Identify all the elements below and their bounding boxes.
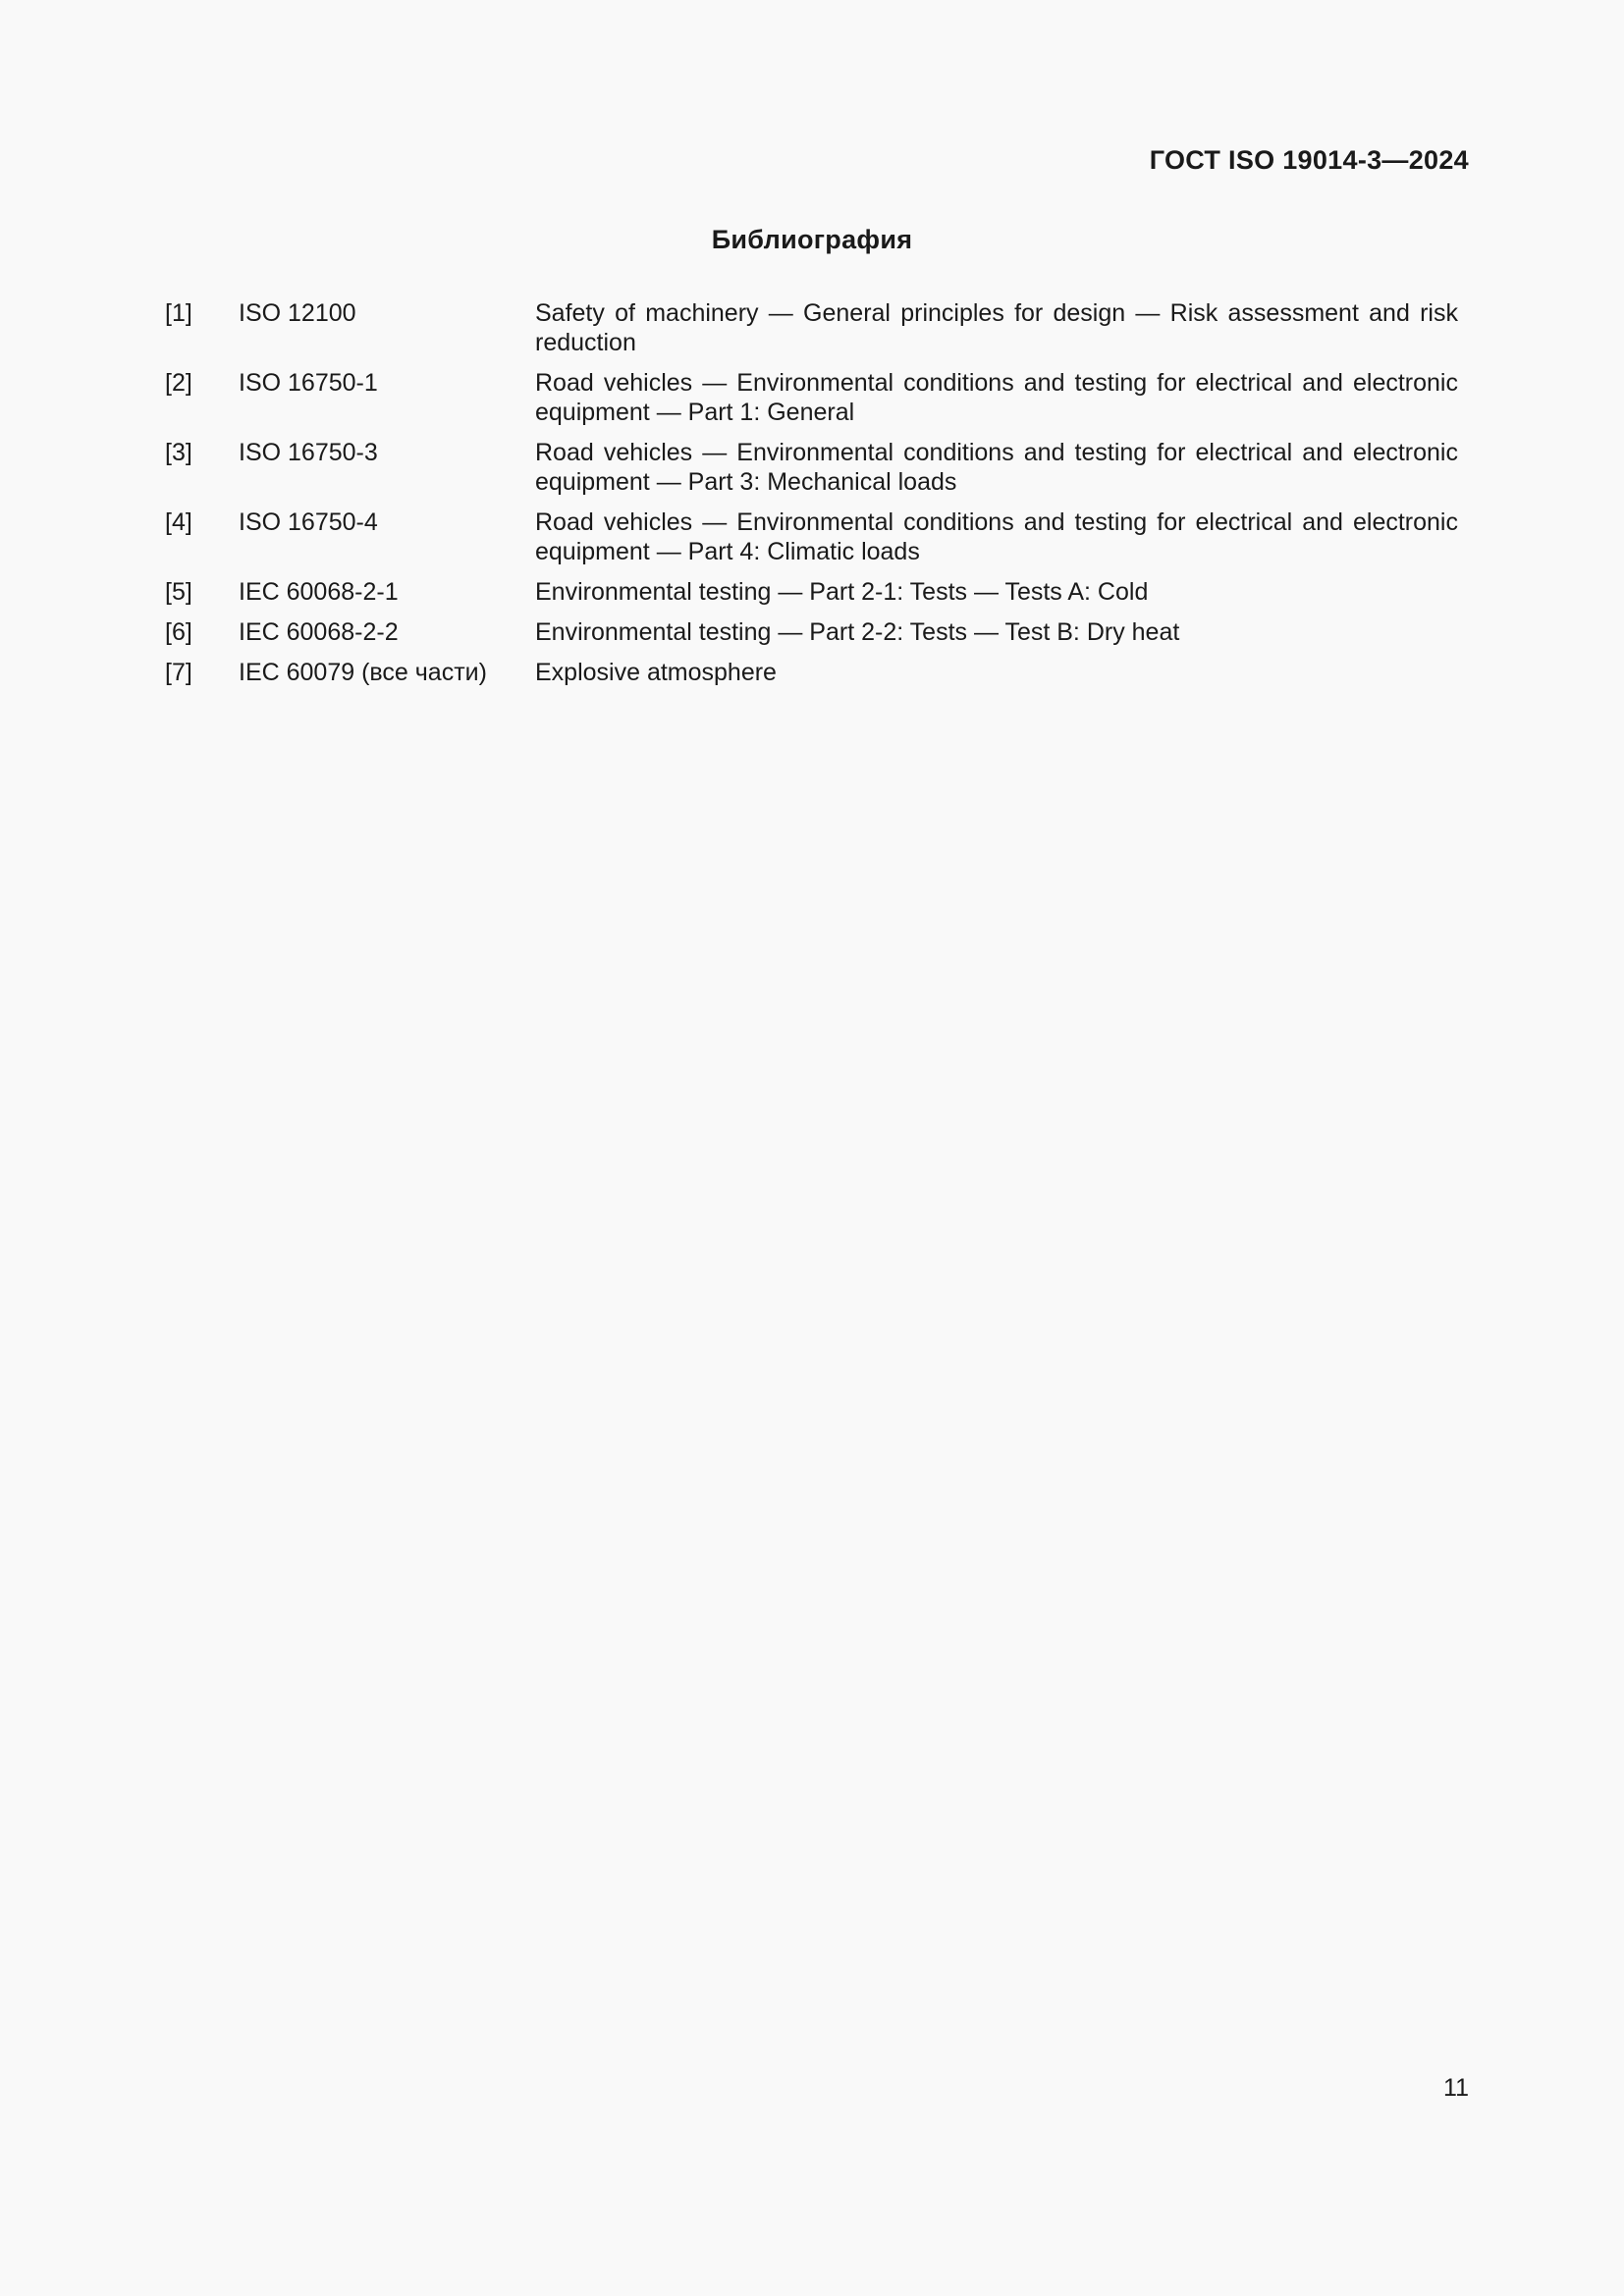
entry-standard-code: ISO 16750-4 — [239, 508, 378, 536]
bibliography-entry — [165, 438, 1458, 497]
bibliography-entry — [165, 577, 1458, 607]
entry-title: Environmental testing — Part 2-1: Tests — Tests A: Cold — [535, 578, 1149, 606]
entry-number: [4] — [165, 508, 192, 536]
entry-title: Explosive atmosphere — [535, 659, 777, 686]
entry-title: Road vehicles — Environmental conditions and testing for electrical and electronic equipment — Part 4: Climatic loads — [535, 508, 1458, 565]
entry-standard-code: ISO 12100 — [239, 299, 356, 327]
bibliography-entry — [165, 368, 1458, 427]
bibliography-entry — [165, 617, 1458, 647]
entry-title: Environmental testing — Part 2-2: Tests — Test B: Dry heat — [535, 618, 1180, 646]
entry-number: [6] — [165, 618, 192, 646]
entry-number: [5] — [165, 578, 192, 606]
entry-title: Road vehicles — Environmental conditions and testing for electrical and electronic equipment — Part 3: Mechanical loads — [535, 439, 1458, 496]
bibliography-title: Библиография — [711, 225, 913, 254]
entry-title: Road vehicles — Environmental conditions and testing for electrical and electronic equipment — Part 1: General — [535, 369, 1458, 426]
page-number: 11 — [1443, 2074, 1469, 2102]
entry-standard-code: ISO 16750-1 — [239, 369, 378, 397]
entry-number: [3] — [165, 439, 192, 466]
entry-standard-code: ISO 16750-3 — [239, 439, 378, 466]
entry-standard-code: IEC 60068-2-1 — [239, 578, 399, 606]
bibliography-entry — [165, 658, 1458, 687]
entry-number: [1] — [165, 299, 192, 327]
entry-standard-code: IEC 60068-2-2 — [239, 618, 399, 646]
entry-number: [7] — [165, 659, 192, 686]
entry-number: [2] — [165, 369, 192, 397]
entry-title: Safety of machinery — General principles for design — Risk assessment and risk reduction — [535, 299, 1458, 356]
bibliography-entry — [165, 298, 1458, 357]
document-code: ГОСТ ISO 19014-3—2024 — [1149, 145, 1469, 175]
bibliography-entry — [165, 507, 1458, 566]
entry-standard-code: IEC 60079 (все части) — [239, 659, 487, 686]
bibliography-list — [165, 298, 1458, 698]
